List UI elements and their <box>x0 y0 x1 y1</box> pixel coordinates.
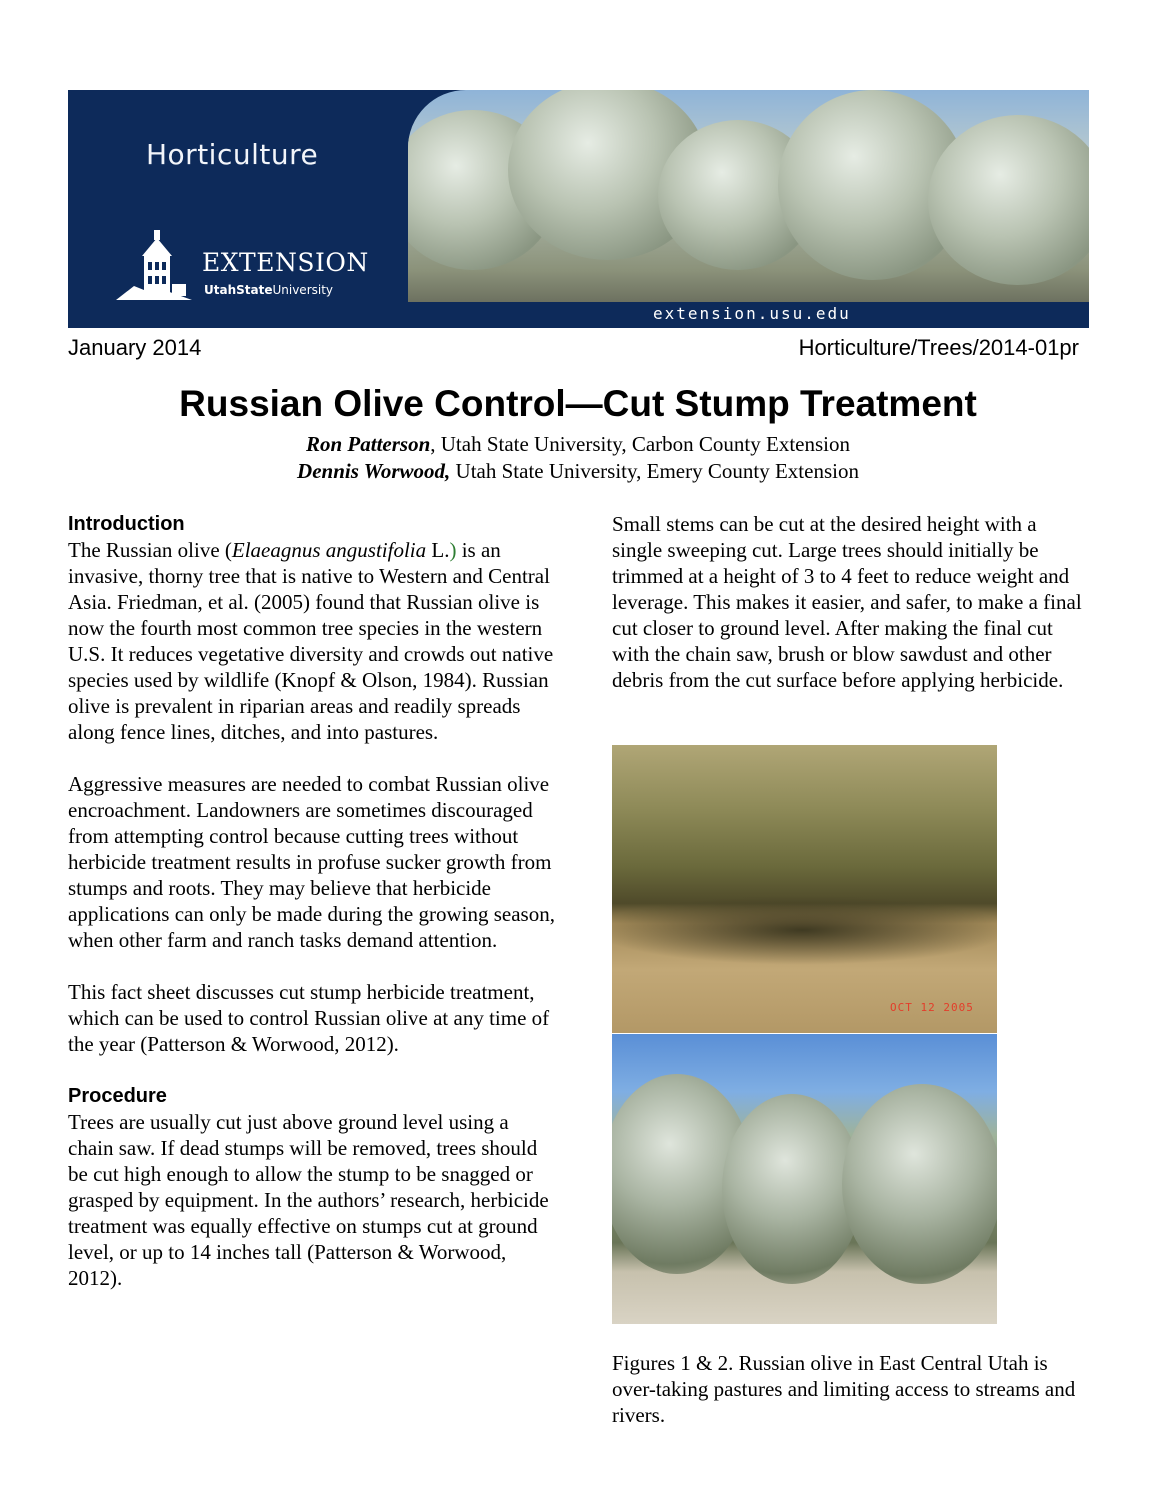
logo-university-text: UtahStateUniversity <box>204 283 334 297</box>
photo-date-stamp: OCT 12 2005 <box>890 1001 974 1014</box>
header-banner <box>68 90 1089 328</box>
publication-date: January 2014 <box>68 335 202 360</box>
intro-paragraph-1: The Russian olive (Elaeagnus angustifolia L.) is an invasive, thorny tree that is native to Western and Central Asia. Friedman, et al. (2005) found that Russian olive is now the fourth most common tree species in the western U.S. It reduces vegetative diversity and crowds out native species used by wildlife (Knopf & Olson, 1984). Russian olive is prevalent in riparian areas and readily spreads along fence lines, ditches, and into pastures. <box>68 538 554 744</box>
procedure-paragraph-1: Trees are usually cut just above ground level using a chain saw. If dead stumps will be removed, trees should be cut high enough to allow the stump to be snagged or grasped by equipment. In the authors’ research, herbicide treatment was equally effective on stumps cut at ground level, or up to 14 inches tall (Patterson & Worwood, 2012). <box>68 1110 549 1290</box>
old-main-building-icon <box>114 228 194 304</box>
logo-extension-text: EXTENSION <box>202 248 369 277</box>
introduction-heading: Introduction <box>68 513 185 535</box>
document-title: Russian Olive Control—Cut Stump Treatment <box>179 383 977 424</box>
publication-code: Horticulture/Trees/2014-01pr <box>798 335 1079 360</box>
section-title: Horticulture <box>146 138 319 171</box>
intro-paragraph-2: Aggressive measures are needed to combat Russian olive encroachment. Landowners are sometimes discouraged from attempting control because cutting trees without herbicide treatment results in profuse sucker growth from stumps and roots. They may believe that herbicide applications can only be made during the growing season, when other farm and ranch tasks demand attention. <box>68 772 555 952</box>
right-column <box>612 511 1090 693</box>
extension-logo <box>114 228 369 308</box>
author-line: Ron Patterson, Utah State University, Carbon County Extension <box>305 432 851 456</box>
left-column <box>68 511 558 1291</box>
intro-paragraph-3: This fact sheet discusses cut stump herbicide treatment, which can be used to control Russian olive at any time of the year (Patterson & Worwood, 2012). <box>68 980 550 1056</box>
procedure-paragraph-2: Small stems can be cut at the desired height with a single sweeping cut. Large trees should initially be trimmed at a height of 3 to 4 feet to reduce weight and leverage. This makes it easier, and safer, to make a final cut closer to ground level. After making the final cut with the chain saw, brush or blow sawdust and other debris from the cut surface before applying herbicide. <box>612 512 1082 692</box>
procedure-heading: Procedure <box>68 1085 167 1107</box>
figure-1-photo <box>612 745 997 1033</box>
author-line: Dennis Worwood, Utah State University, Emery County Extension <box>297 459 859 483</box>
website-url: extension.usu.edu <box>653 304 851 323</box>
figure-caption: Figures 1 & 2. Russian olive in East Central Utah is over-taking pastures and limiting access to streams and rivers. <box>612 1351 1076 1427</box>
figure-2-photo <box>612 1034 997 1324</box>
banner-trees-photo <box>408 90 1089 302</box>
